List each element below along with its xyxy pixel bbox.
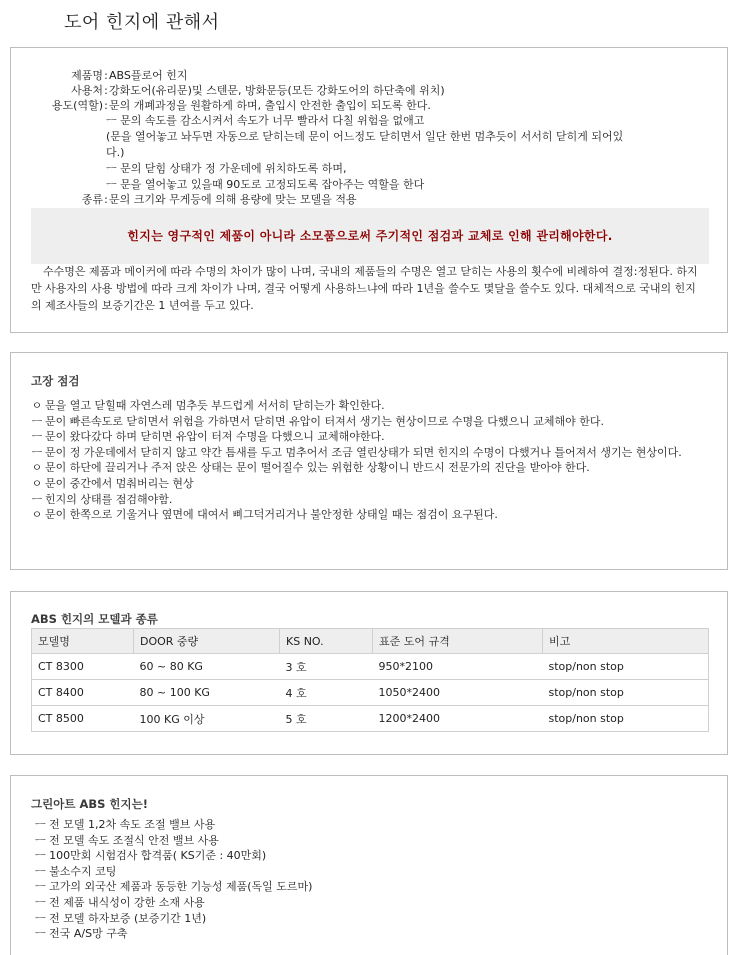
table-cell: 3 호 [280, 654, 373, 680]
purpose-detail-line: (문을 열어놓고 놔두면 자동으로 닫히는데 문이 어느정도 닫히면서 일단 한번 멈추듯이 서서히 닫히게 되어있 [106, 130, 624, 143]
list-bullet: ㅇ [31, 508, 43, 522]
list-item: ㅡ 전 모델 속도 조절식 안전 밸브 사용 [35, 833, 219, 847]
column-header: 모델명 [32, 629, 134, 654]
info-value: 문의 크기와 무게등에 의해 용량에 맞는 모델을 적용 [109, 193, 357, 206]
inspection-panel [10, 352, 728, 570]
table-row [32, 680, 709, 706]
purpose-detail-line: ㅡ 문의 속도를 감소시켜서 속도가 너무 빨라서 다칠 위험을 없애고 [106, 114, 425, 127]
info-label: 제품명 [71, 69, 103, 82]
page-title: 도어 힌지에 관해서 [64, 12, 220, 33]
list-item [31, 445, 711, 461]
list-item [31, 414, 711, 430]
list-bullet: ㅡ [31, 414, 43, 428]
list-item [31, 476, 711, 492]
table-row [32, 654, 709, 680]
section-title: 그린아트 ABS 힌지는! [31, 797, 148, 811]
table-cell: 950*2100 [373, 654, 543, 680]
info-separator: : [104, 84, 108, 97]
list-item-text: 문을 열고 닫힐때 자연스레 멈추듯 부드럽게 서서히 닫히는가 확인한다. [45, 399, 385, 412]
list-item-text: 문이 정 가운데에서 닫히지 않고 약간 틈새를 두고 멈추어서 조금 열린상태가 되면 힌지의 수명이 다했거나 틀어져서 생기는 현상이다. [45, 445, 682, 459]
list-item-text: 문이 중간에서 멈춰버리는 현상 [45, 476, 194, 490]
purpose-detail-line: 다.) [106, 146, 125, 159]
list-item: ㅡ 전국 A/S망 구축 [35, 927, 128, 941]
inspection-list [31, 398, 711, 523]
list-item-text: 문이 빠른속도로 닫히면서 위험을 가하면서 닫히면 유압이 터져서 생기는 현상이므로 수명을 다했으니 교체해야 한다. [45, 414, 604, 428]
list-bullet: ㅡ [31, 430, 43, 444]
info-row-purpose [11, 98, 431, 113]
list-item-text: 문이 하단에 끌리거나 주저 앉은 상태는 문이 떨어질수 있는 위험한 상황이니 반드시 전문가의 진단을 받아야 한다. [45, 461, 590, 475]
list-bullet: ㅇ [31, 461, 43, 475]
table-cell: 5 호 [280, 706, 373, 732]
features-list [35, 817, 312, 942]
section-title: ABS 힌지의 모델과 종류 [31, 612, 158, 626]
list-item: ㅡ 전 모델 1,2차 속도 조절 밸브 사용 [35, 818, 216, 831]
purpose-detail-line: ㅡ 문을 열어놓고 있을때 90도로 고정되도록 잡아주는 역할을 한다 [106, 178, 425, 191]
column-header: 표준 도어 규격 [373, 629, 543, 654]
table-cell: 4 호 [280, 680, 373, 706]
list-item: ㅡ 전 모델 하자보증 (보증기간 1년) [35, 911, 207, 925]
info-value: 강화도어(유리문)및 스텐문, 방화문등(모든 강화도어의 하단축에 위치) [109, 84, 445, 97]
list-item [31, 507, 711, 523]
models-panel [10, 591, 728, 755]
info-value: ABS플로어 힌지 [109, 69, 188, 82]
info-label: 사용처 [71, 84, 103, 97]
table-cell: 60 ~ 80 KG [134, 654, 280, 680]
table-cell: CT 8400 [32, 680, 134, 706]
info-separator: : [104, 99, 108, 112]
features-panel [10, 775, 728, 955]
table-cell: 100 KG 이상 [134, 706, 280, 732]
info-row-usage-place [11, 83, 445, 98]
info-label: 종류 [81, 193, 103, 206]
table-cell: CT 8500 [32, 706, 134, 732]
column-header: KS NO. [280, 629, 373, 654]
list-bullet: ㅇ [31, 399, 43, 412]
column-header: 비고 [543, 629, 709, 654]
table-cell: CT 8300 [32, 654, 134, 680]
product-info-panel [10, 47, 728, 333]
list-item-text: 문이 왔다갔다 하며 닫히면 유압이 터져 수명을 다했으니 교체해야한다. [45, 430, 385, 444]
list-bullet: ㅇ [31, 476, 43, 490]
list-item: ㅡ 100만회 시험검사 합격품( KS기준 : 40만회) [35, 849, 267, 863]
table-cell: stop/non stop [543, 654, 709, 680]
list-item: ㅡ 고가의 외국산 제품과 동등한 기능성 제품(독일 도르마) [35, 880, 313, 894]
table-cell: stop/non stop [543, 680, 709, 706]
list-item: ㅡ 전 제품 내식성이 강한 소재 사용 [35, 895, 205, 909]
info-value: 문의 개폐과정을 원활하게 하며, 출입시 안전한 출입이 되도록 한다. [109, 99, 431, 112]
info-separator: : [104, 193, 108, 206]
info-row-product-name [11, 68, 188, 83]
list-item [31, 398, 711, 414]
info-label: 용도(역할) [51, 99, 103, 112]
lifespan-paragraph: 수수명은 제품과 메이커에 따라 수명의 차이가 많이 나며, 국내의 제품들의 수명은 열고 닫히는 사용의 횟수에 비례하여 결정:정된다. 하지만 사용자의 사용 방법에 따라 크게 차이가 나며, 결국 어떻게 사용하느냐에 따라 1년을 쓸수도 몇달을 쓸수도 있다. 대체적으로 국내의 힌지의 제조사들의 보증기간은 1 년여를 두고 있다. [31, 265, 698, 312]
list-item-text: 문이 한쪽으로 기울거나 옆면에 대여서 삐그덕거리거나 불안정한 상태일 때는 점검이 요구된다. [45, 508, 498, 522]
list-item: ㅡ 불소수지 코팅 [35, 864, 117, 878]
info-row-type [11, 192, 357, 207]
section-title: 고장 점검 [31, 374, 80, 388]
table-cell: stop/non stop [543, 706, 709, 732]
table-header-row [32, 629, 709, 654]
models-table [31, 628, 709, 732]
list-item [31, 460, 711, 476]
table-cell: 1200*2400 [373, 706, 543, 732]
info-separator: : [104, 69, 108, 82]
column-header: DOOR 중량 [134, 629, 280, 654]
table-cell: 1050*2400 [373, 680, 543, 706]
maintenance-notice: 힌지는 영구적인 제품이 아니라 소모품으로써 주기적인 점검과 교체로 인해 관리해야한다. [31, 208, 709, 264]
list-bullet: ㅡ [31, 492, 43, 506]
table-cell: 80 ~ 100 KG [134, 680, 280, 706]
purpose-detail-line: ㅡ 문의 닫힘 상태가 정 가운데에 위치하도록 하며, [106, 162, 347, 175]
list-item-text: 힌지의 상태를 점검해야함. [45, 492, 173, 506]
list-item [31, 492, 711, 508]
list-item [31, 429, 711, 445]
table-row [32, 706, 709, 732]
list-bullet: ㅡ [31, 445, 43, 459]
